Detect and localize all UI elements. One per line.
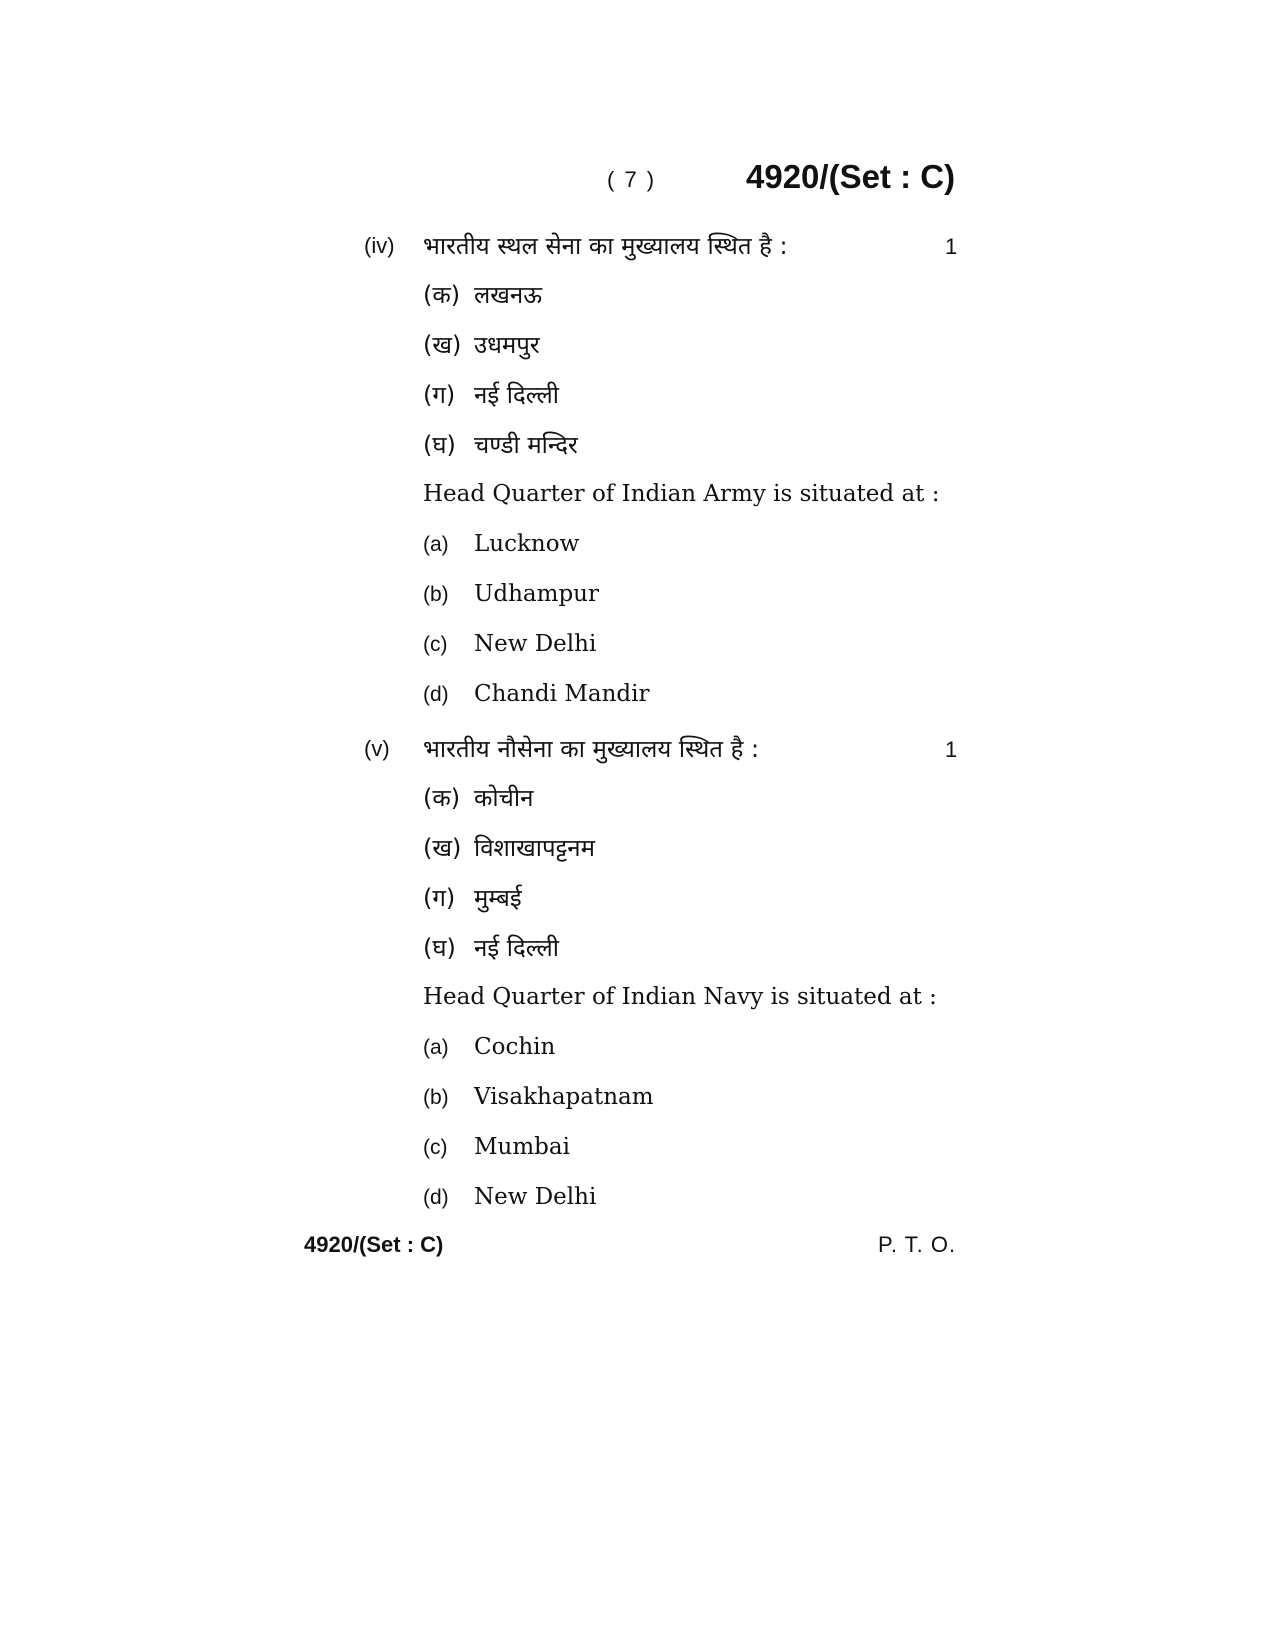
question-text-hindi: भारतीय नौसेना का मुख्यालय स्थित है :: [423, 735, 760, 763]
question-marks: 1: [945, 737, 958, 762]
option-text: Visakhapatnam: [474, 1084, 654, 1110]
paper-code-footer: 4920/(Set : C): [304, 1232, 444, 1257]
option-text: लखनऊ: [474, 281, 543, 309]
option-text: Cochin: [474, 1034, 556, 1060]
question-marks: 1: [945, 234, 958, 259]
pto-label: P. T. O.: [878, 1232, 957, 1257]
option-text: Lucknow: [474, 531, 580, 557]
question-text-english: Head Quarter of Indian Navy is situated at :: [423, 984, 937, 1010]
option-text: नई दिल्ली: [474, 934, 560, 962]
option-text: मुम्बई: [474, 884, 522, 912]
paper-code-header: 4920/(Set : C): [746, 158, 956, 195]
option-label: (a): [423, 533, 449, 556]
option-label: (b): [423, 583, 449, 606]
option-label: (b): [423, 1086, 449, 1109]
option-text: कोचीन: [474, 784, 534, 812]
question-number: (v): [364, 736, 390, 761]
option-label: (a): [423, 1036, 449, 1059]
option-label: (घ): [423, 431, 456, 459]
question-text-hindi: भारतीय स्थल सेना का मुख्यालय स्थित है :: [423, 232, 788, 260]
option-label: (d): [423, 683, 449, 706]
option-text: Mumbai: [474, 1134, 570, 1160]
option-label: (ग): [423, 381, 456, 409]
option-text: New Delhi: [474, 1184, 597, 1210]
option-text: Chandi Mandir: [474, 681, 650, 707]
option-label: (क): [423, 784, 461, 812]
option-label: (ख): [423, 834, 462, 862]
option-text: नई दिल्ली: [474, 381, 560, 409]
question-number: (iv): [364, 233, 395, 258]
option-label: (घ): [423, 934, 456, 962]
option-text: New Delhi: [474, 631, 597, 657]
option-label: (ग): [423, 884, 456, 912]
option-text: विशाखापट्टनम: [474, 834, 595, 862]
option-label: (c): [423, 1136, 448, 1159]
option-text: चण्डी मन्दिर: [474, 431, 578, 459]
question-text-english: Head Quarter of Indian Army is situated at :: [423, 481, 940, 507]
option-label: (क): [423, 281, 461, 309]
page-number: ( 7 ): [607, 167, 657, 192]
option-text: Udhampur: [474, 581, 599, 607]
option-text: उधमपुर: [474, 331, 540, 359]
option-label: (c): [423, 633, 448, 656]
option-label: (d): [423, 1186, 449, 1209]
option-label: (ख): [423, 331, 462, 359]
